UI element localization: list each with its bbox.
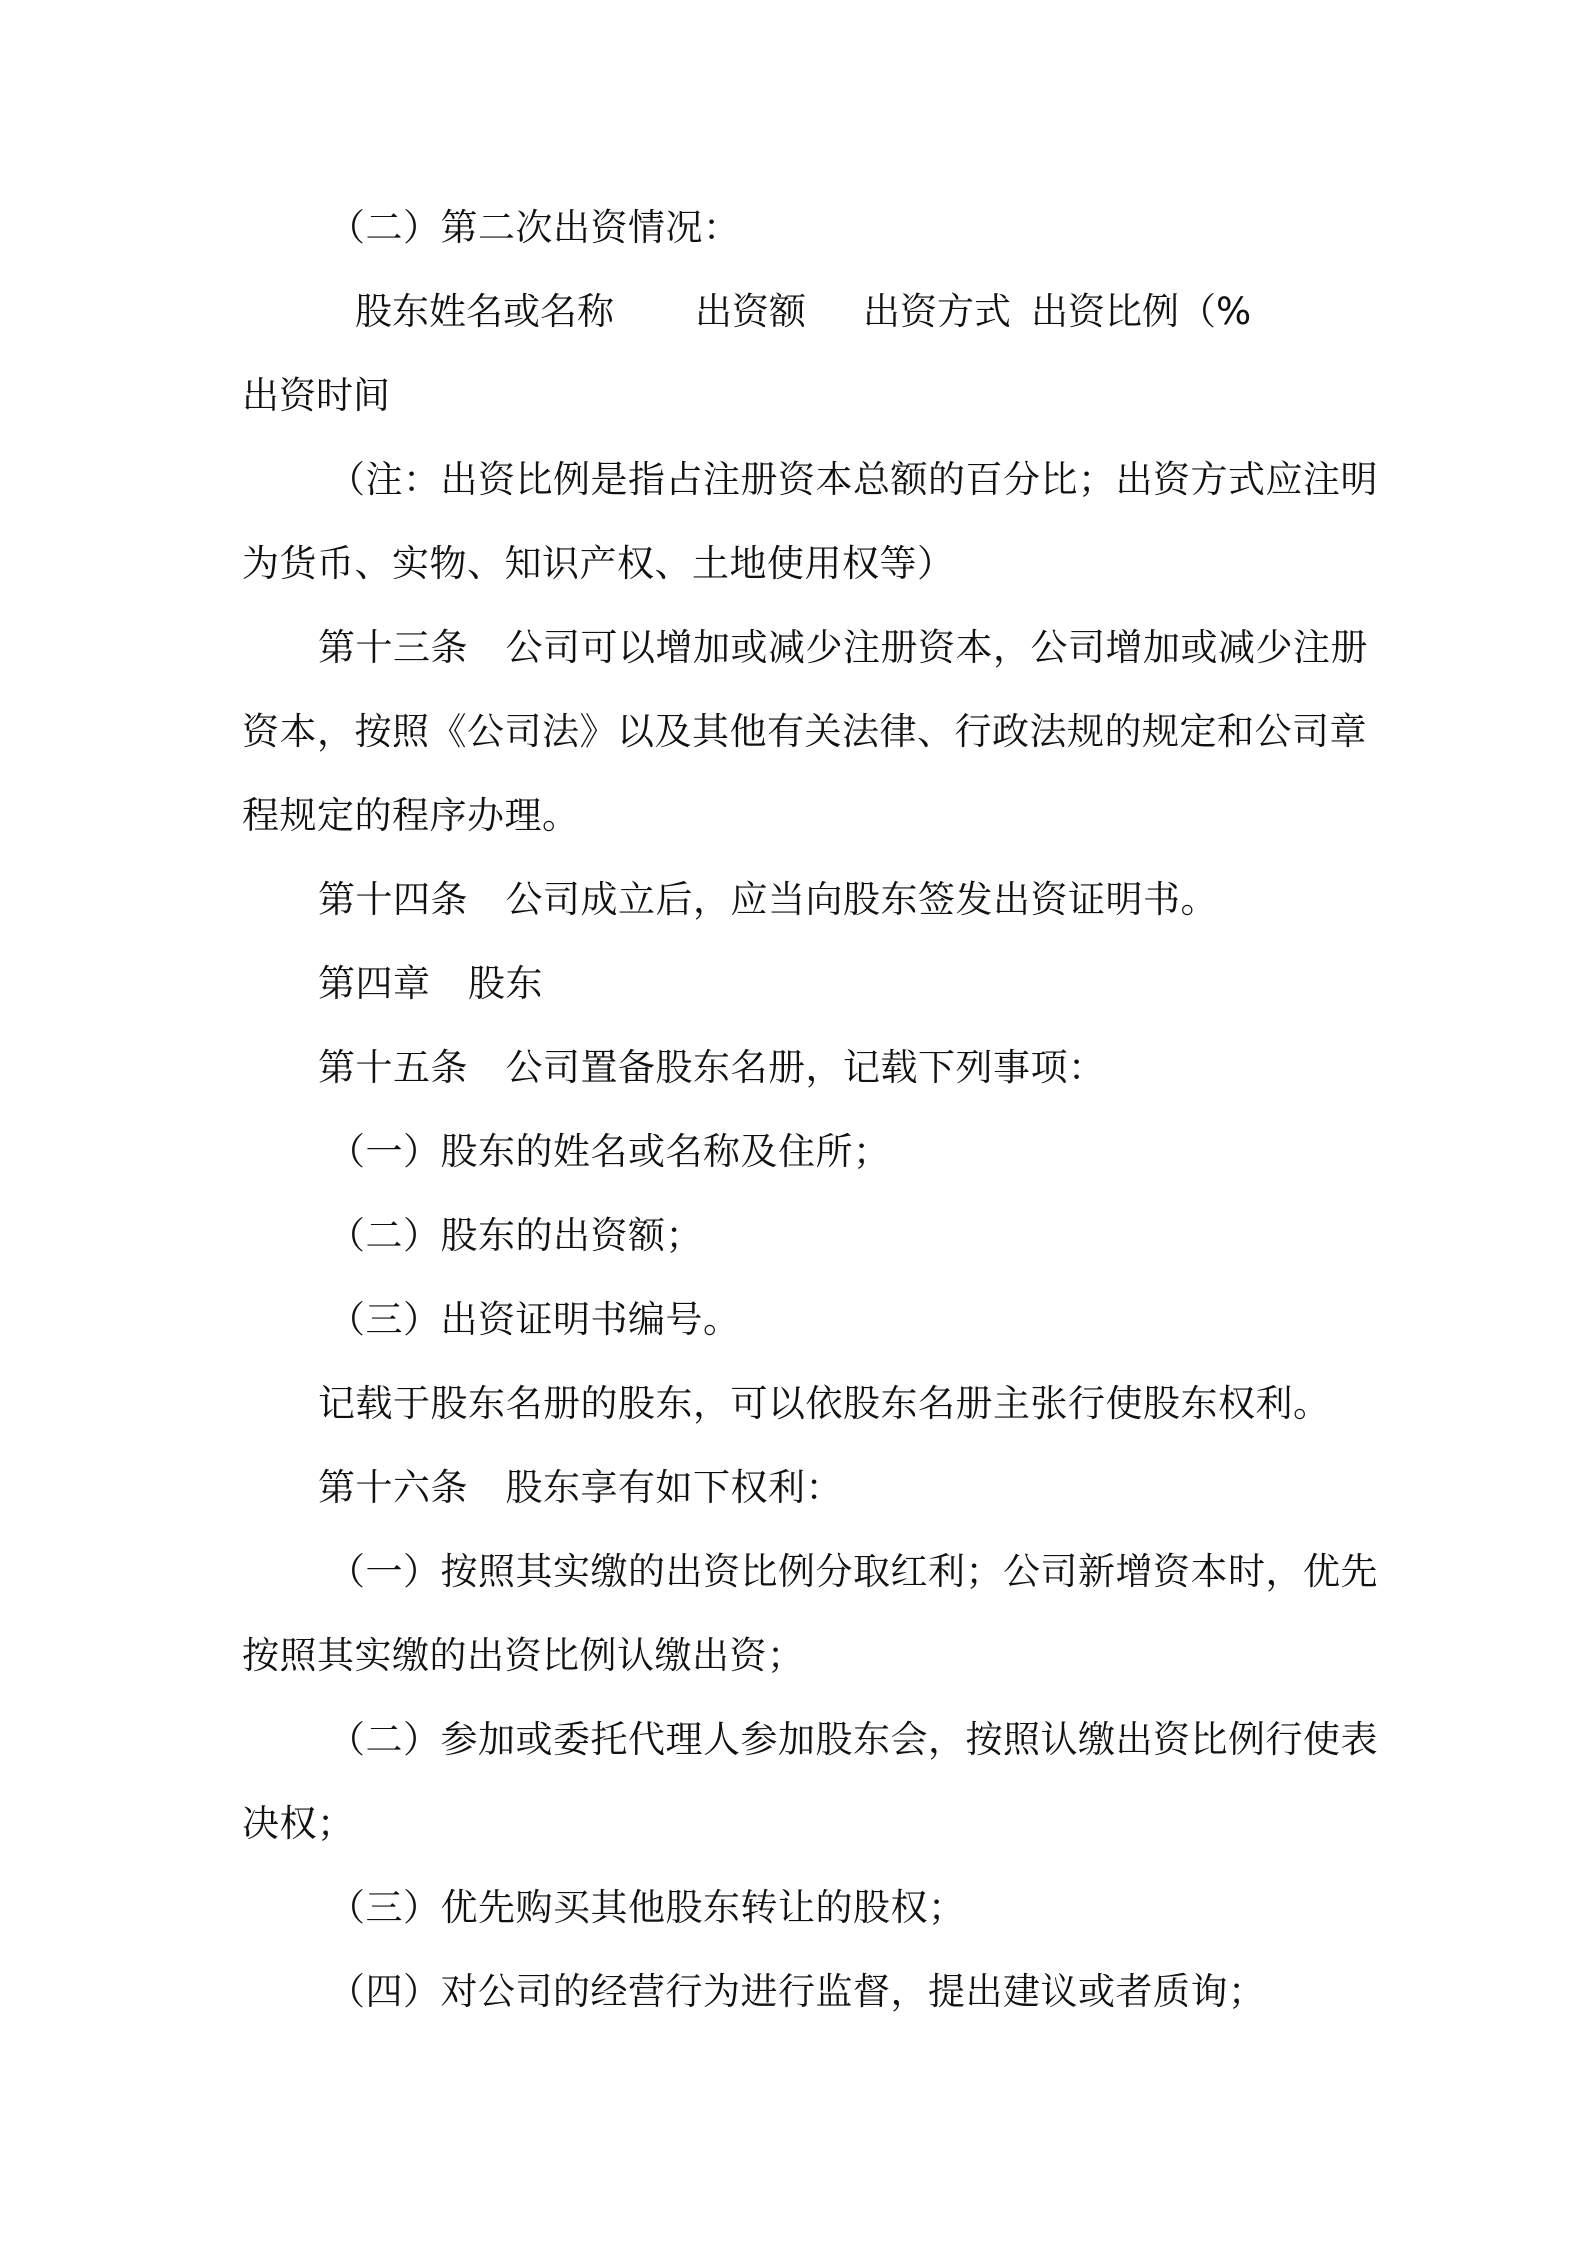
table-header-shareholder-name: 股东姓名或名称 [355,290,614,333]
article-15-item-3: （三）出资证明书编号。 [328,1298,741,1341]
article-16-item-2-line-2: 决权； [242,1802,355,1845]
table-header-contribution-time: 出资时间 [242,374,390,417]
article-13-line-1: 第十三条 公司可以增加或减少注册资本，公司增加或减少注册 [318,626,1368,669]
article-16-item-4: （四）对公司的经营行为进行监督，提出建议或者质询； [328,1970,1266,2013]
article-16-item-1-line-1: （一）按照其实缴的出资比例分取红利；公司新增资本时，优先 [328,1550,1378,1593]
section-title: （二）第二次出资情况： [328,206,741,249]
table-header-contribution-amount: 出资额 [695,290,806,333]
article-16-item-2-line-1: （二）参加或委托代理人参加股东会，按照认缴出资比例行使表 [328,1718,1378,1761]
article-14: 第十四条 公司成立后，应当向股东签发出资证明书。 [318,878,1218,921]
table-header-contribution-method: 出资方式 [863,290,1011,333]
article-15-item-1: （一）股东的姓名或名称及住所； [328,1130,891,1173]
article-13-line-3: 程规定的程序办理。 [242,794,580,837]
article-15-item-2: （二）股东的出资额； [328,1214,703,1257]
chapter-4-heading: 第四章 股东 [318,962,543,1005]
article-16-item-1-line-2: 按照其实缴的出资比例认缴出资； [242,1634,805,1677]
note-line-2: 为货币、实物、知识产权、土地使用权等） [242,542,955,585]
article-13-line-2: 资本，按照《公司法》以及其他有关法律、行政法规的规定和公司章 [242,710,1367,753]
article-16-item-3: （三）优先购买其他股东转让的股权； [328,1886,966,1929]
article-15: 第十五条 公司置备股东名册，记载下列事项： [318,1046,1106,1089]
table-header-contribution-ratio: 出资比例（% [1031,290,1252,333]
note-line-1: （注：出资比例是指占注册资本总额的百分比；出资方式应注明 [328,458,1378,501]
article-16: 第十六条 股东享有如下权利： [318,1466,843,1509]
article-15-tail: 记载于股东名册的股东，可以依股东名册主张行使股东权利。 [318,1382,1331,1425]
